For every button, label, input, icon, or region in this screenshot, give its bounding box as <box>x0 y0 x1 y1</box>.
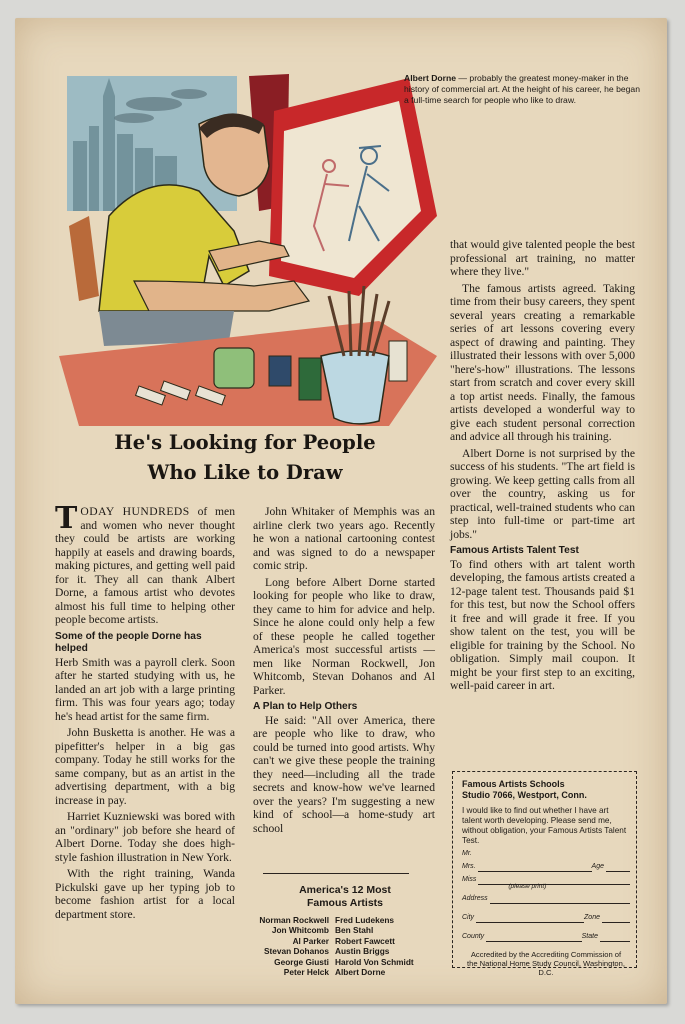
artist-name: Fred Ludekens <box>335 915 395 925</box>
lead-caps: ODAY HUNDREDS <box>80 505 190 518</box>
field-label: Miss <box>462 876 477 883</box>
artist-name: Austin Briggs <box>335 946 390 957</box>
paragraph <box>55 501 235 627</box>
artist-name: Al Parker <box>292 935 329 946</box>
artist-name: Harold Von Schmidt <box>335 956 414 967</box>
field-label: City <box>462 914 475 921</box>
print-hint: (please print) <box>508 883 547 890</box>
field-label: Mr. <box>462 850 472 857</box>
coupon-intro: I would like to find out whether I have art talent worth developing. Please send me, without obligation, your Famous Artists Talent Test. <box>462 806 627 845</box>
headline-line-1: He's Looking for People <box>114 431 376 454</box>
paragraph: With the right training, Wanda Pickulski gave up her typing job to become fashion artist for a local department store. <box>55 867 235 921</box>
arm-left <box>134 281 309 311</box>
field-label: Mrs. <box>462 863 476 870</box>
coupon-school-address: Studio 7066, Westport, Conn. <box>462 790 587 800</box>
artist-row <box>241 936 451 946</box>
coupon-field-address[interactable] <box>462 894 630 904</box>
field-line[interactable] <box>476 914 584 923</box>
artist-row <box>241 967 451 977</box>
article-column-3 <box>450 238 635 696</box>
paragraph: John Whitaker of Memphis was an airline clerk two years ago. Recently he won a national cartooning contest and was signed to do a newspaper comic strip. <box>253 505 435 572</box>
paragraph: Long before Albert Dorne started looking for people who like to draw, they came to him for advice and help. Since he alone could only help a few of these people he called together America's most successful artists —men like Norman Rockwell, Jon Whitcomb, Stevan Dohanos and Al Parker. <box>253 575 435 697</box>
artist-name: Robert Fawcett <box>335 935 395 946</box>
coupon-field-mr[interactable] <box>462 849 630 859</box>
article-column-1 <box>55 501 235 924</box>
field-label: Age <box>591 863 604 870</box>
subheading: Famous Artists Talent Test <box>450 545 579 556</box>
albert-dorne-illustration <box>59 56 437 426</box>
drop-cap: T <box>55 501 78 536</box>
chair <box>69 216 99 301</box>
paragraph: John Busketta is another. He was a pipefitter's helper in a big gas company. Today he still works for the same company, but as an artist in the advertising department, with a big increase in pay. <box>55 726 235 807</box>
artist-row <box>241 957 451 967</box>
caption-text: — probably the greatest money-maker in the history of commercial art. At the height of his career, he began a full-time search for people who like to draw. <box>404 73 640 105</box>
artist-row <box>241 946 451 956</box>
field-line[interactable] <box>606 863 630 872</box>
artists-list <box>241 915 451 977</box>
artist-name: Norman Rockwell <box>259 915 329 925</box>
artists-box-title <box>255 884 435 910</box>
artist-name: Stevan Dohanos <box>263 946 329 957</box>
illustration-caption <box>404 73 644 106</box>
field-label: County <box>462 933 485 940</box>
subheading: Some of the people Dorne has helped <box>55 630 202 654</box>
artist-name: Peter Helck <box>283 967 329 978</box>
paragraph: Albert Dorne is not surprised by the success of his students. "The art field is growing. We keep getting calls from all over the country, asking us for practical, well-trained students who can step into full-time or part-time art jobs." <box>450 446 635 541</box>
magazine-page <box>15 18 667 1004</box>
coupon-field-mrs-age[interactable] <box>462 862 630 872</box>
artist-row <box>241 925 451 935</box>
coupon-school-name: Famous Artists Schools <box>462 779 565 789</box>
field-label: State <box>581 933 598 940</box>
coupon-accreditation: Accredited by the Accrediting Commission of the National Home Study Council, Washington, D.C. <box>466 950 625 977</box>
field-line[interactable] <box>600 933 630 942</box>
paragraph: Herb Smith was a payroll clerk. Soon after he started studying with us, he landed an art job with a large printing firm. This was four years ago; today he's head artist for the same firm. <box>55 655 235 723</box>
artist-name: George Giusti <box>274 956 329 967</box>
artist-name: Jon Whitcomb <box>271 925 329 936</box>
coupon-field-county-state[interactable] <box>462 932 630 942</box>
artist-name: Albert Dorne <box>335 967 386 978</box>
paragraph-text: of men and women who never thought they could be artists are working happily at easels and drawing boards, making pictures, and getting well paid for it. They all can thank Albert Dorne, a famous artist who devotes almost his full time to helping other people become artists. <box>55 505 235 626</box>
artist-name: Ben Stahl <box>335 925 374 936</box>
tape-roll <box>214 348 254 388</box>
field-line[interactable] <box>478 863 592 872</box>
artist-row <box>241 915 451 925</box>
headline-line-2: Who Like to Draw <box>147 461 343 484</box>
paragraph: To find others with art talent worth developing, the famous artists created a 12-page talent test. Thousands paid $1 for this test, but now the School offers it free and will grade it free. If you show talent on the test, you will be eligible for training by the School. No obligation. Simply mail coupon. It might be your first step to an exciting, well-paid career in art. <box>450 557 635 692</box>
headline <box>55 428 435 488</box>
artists-title-line-2: Famous Artists <box>306 897 384 909</box>
field-line[interactable] <box>486 933 581 942</box>
artists-title-line-1: America's 12 Most <box>299 884 391 896</box>
field-label: Zone <box>584 914 600 921</box>
divider-rule <box>263 873 409 874</box>
subheading: A Plan to Help Others <box>253 701 358 712</box>
mail-coupon[interactable] <box>452 771 637 977</box>
paragraph: He said: "All over America, there are people who like to draw, who could be turned into good artists. Why can't we give these people the training they need—including all the trade secrets and know-how we've learned over the years? I'm suggesting a new kind of school—a home-study art school <box>253 713 435 835</box>
article-column-2 <box>253 505 435 838</box>
field-label: Address <box>462 895 488 902</box>
paragraph: that would give talented people the best professional art training, no matter where they live." <box>450 238 635 278</box>
field-line[interactable] <box>490 895 630 904</box>
field-line[interactable] <box>602 914 630 923</box>
caption-name: Albert Dorne <box>404 73 457 83</box>
paragraph: The famous artists agreed. Taking time from their busy careers, they spent several years creating a remarkable series of art lessons covering every aspect of drawing and painting. They illustrated their lessons with over 5,000 "here's-how" illustrations. The lessons start from scratch and cover every skill a top artist needs. Finally, the famous artists developed a wonderful way to give each student personal correction and advice all through his training. <box>450 281 635 443</box>
paragraph: Harriet Kuzniewski was bored with an "ordinary" job before she heard of Albert Dorne. Today she does high-style fashion illustration in New York. <box>55 810 235 864</box>
coupon-field-miss[interactable] <box>462 875 630 890</box>
coupon-field-city-zone[interactable] <box>462 913 630 923</box>
field-line[interactable] <box>478 876 630 890</box>
